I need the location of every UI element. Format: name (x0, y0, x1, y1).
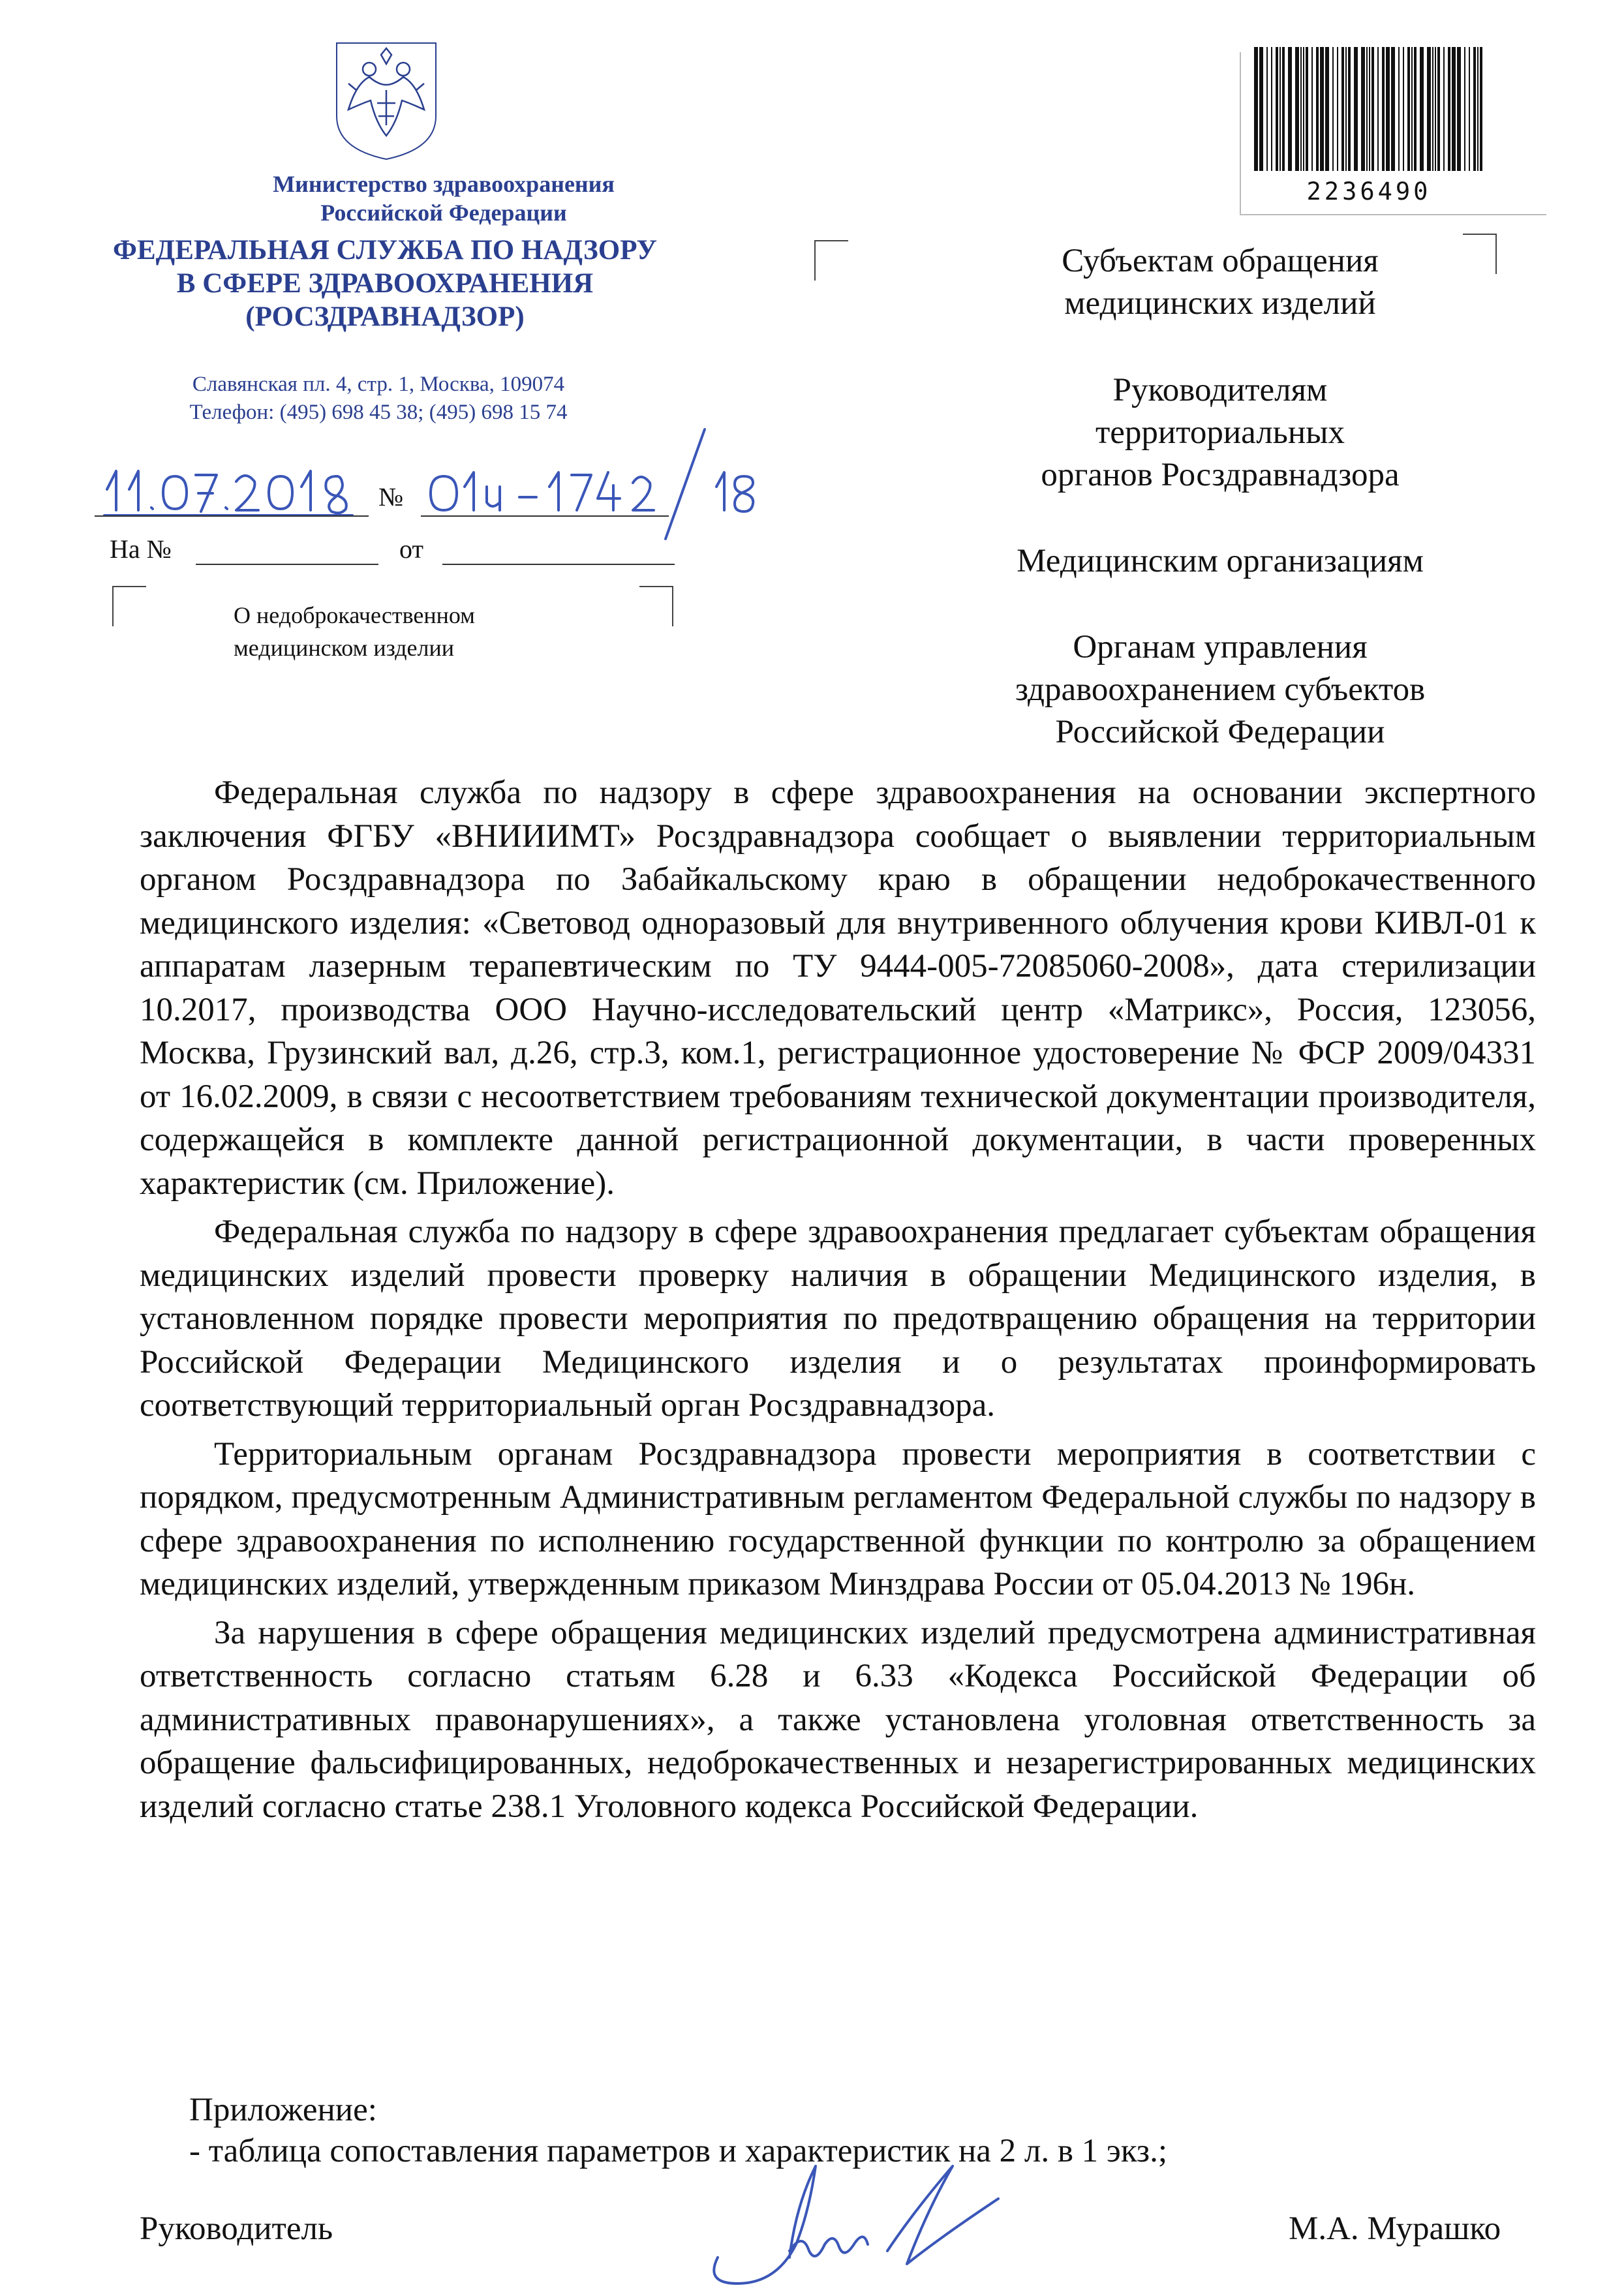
body-paragraph-4: За нарушения в сфере обращения медицинских изделий предусмотрена административная ответственность согласно статьям 6.28 и 6.33 «Кодекса Российской Федерации об административных правонарушениях», а также установлена уголовная ответственность за обращение фальсифицированных, недоброкачественных и незарегистрированных медицинских изделий согласно статье 238.1 Уголовного кодекса Российской Федерации. (140, 1614, 1536, 1825)
barcode-bar (1320, 47, 1324, 171)
subject-line-2: медицинском изделии (234, 635, 455, 661)
addressee-line: Медицинским организациям (1017, 543, 1424, 579)
barcode-bar (1464, 47, 1465, 171)
handwritten-registration-mark (91, 424, 770, 542)
service-line-2: В СФЕРЕ ЗДРАВООХРАНЕНИЯ (176, 268, 594, 299)
addressee-line: Руководителям (1112, 372, 1328, 408)
barcode-bar (1311, 47, 1313, 171)
reply-date-blank (442, 564, 675, 565)
barcode-bar (1300, 47, 1302, 171)
barcode-bar (1279, 47, 1281, 171)
ministry-line-2: Российской Федерации (320, 200, 567, 226)
barcode-bar (1348, 47, 1351, 171)
body-paragraph-3: Территориальным органам Росздравнадзора провести мероприятия в соответствии с порядком, предусмотренным Административным регламентом Федеральной службы по надзору в сфере здравоохранения по исполнению государственной функции по контролю за обращением медицинских изделий, утвержденным приказом Минздрава России от 05.04.2013 № 196н. (140, 1435, 1536, 1602)
barcode-bar (1414, 47, 1417, 171)
registration-number-underline (421, 515, 669, 517)
addressee-2 (894, 369, 1546, 497)
subject-line-1: О недоброкачественном (234, 602, 475, 628)
barcode-bar (1391, 47, 1395, 171)
address-line: Славянская пл. 4, стр. 1, Москва, 109074 (192, 373, 565, 396)
addressee-line: органов Росздравнадзора (1041, 457, 1400, 493)
barcode-bar (1435, 47, 1436, 171)
barcode-bar (1345, 47, 1347, 171)
barcode-bar (1377, 47, 1379, 171)
addressee-line: территориальных (1095, 414, 1345, 451)
barcode-bar (1443, 47, 1445, 171)
barcode-bar (1254, 47, 1258, 171)
addressee-line: Российской Федерации (1055, 714, 1385, 750)
barcode-bar (1303, 47, 1304, 171)
addressee-1 (894, 240, 1546, 325)
barcode-bar (1432, 47, 1433, 171)
barcode-bar (1452, 47, 1456, 171)
barcode-bar (1332, 47, 1334, 171)
barcode-bar (1480, 47, 1482, 171)
subject-corner-right (639, 586, 673, 626)
barcode-bar (1457, 47, 1461, 171)
barcode-bar (1420, 47, 1424, 171)
barcode-bar (1469, 47, 1470, 171)
signer-name: М.А. Мурашко (1289, 2210, 1501, 2247)
barcode-frame-left (1240, 52, 1241, 215)
barcode-bar (1282, 47, 1285, 171)
barcode-bar (1295, 47, 1299, 171)
barcode-bar (1477, 47, 1478, 171)
appendix-label: Приложение: (189, 2092, 377, 2128)
barcode-bar (1325, 47, 1329, 171)
barcode-bar (1382, 47, 1385, 171)
barcode-bar (1266, 47, 1268, 171)
service-name (91, 234, 679, 333)
subject-corner-left (112, 586, 146, 626)
barcode-bar (1398, 47, 1400, 171)
barcode-bar (1271, 47, 1272, 171)
barcode-bar (1341, 47, 1344, 171)
barcode-bar (1371, 47, 1374, 171)
barcode-bar (1427, 47, 1431, 171)
reply-date-label: от (399, 534, 423, 564)
barcode-frame-bottom (1241, 214, 1546, 215)
reply-number-blank (196, 564, 378, 565)
barcode-bar (1306, 47, 1308, 171)
barcode-bar (1448, 47, 1450, 171)
addressee-4 (894, 626, 1546, 754)
barcode-bar (1473, 47, 1476, 171)
barcode-bar (1437, 47, 1440, 171)
barcode-bar (1276, 47, 1278, 171)
appendix-item: - таблица сопоставления параметров и характеристик на 2 л. в 1 экз.; (189, 2133, 1167, 2169)
barcode-bar (1316, 47, 1319, 171)
barcode-bar (1407, 47, 1410, 171)
barcode-number: 2236490 (1306, 177, 1432, 206)
agency-address (130, 371, 626, 427)
body-paragraph-1: Федеральная служба по надзору в сфере здравоохранения на основании экспертного заключения ФГБУ «ВНИИИМТ» Росздравнадзора сообщает о выявлении территориальным органом Росздравнадзора по Забайкальскому краю в обращении недоброкачественного медицинского изделия: «Световод одноразовый для внутривенного облучения крови КИВЛ-01 к аппаратам лазерным терапевтическим по ТУ 9444-005-72085060-2008», дата стерилизации 10.2017, производства ООО Научно-исследовательский центр «Матрикс», Россия, 123056, Москва, Грузинский вал, д.26, стр.3, ком.1, регистрационное удостоверение № ФСР 2009/04331 от 16.02.2009, в связи с несоответствием требованиям технической документации производителя, содержащейся в комплекте данной регистрационной документации, в части проверенных характеристик (см. Приложение). (140, 774, 1536, 1202)
addressee-line: медицинских изделий (1064, 285, 1376, 322)
coat-of-arms-icon (330, 38, 442, 162)
barcode-bar (1337, 47, 1338, 171)
reply-number-label: На № (110, 534, 172, 564)
ministry-line-1: Министерство здравоохранения (273, 171, 615, 197)
barcode-bar (1411, 47, 1413, 171)
addressee-line: Органам управления (1073, 629, 1368, 665)
letter-body (140, 771, 1536, 1833)
barcode-bar (1354, 47, 1358, 171)
barcode-bar (1259, 47, 1263, 171)
phone-line: Телефон: (495) 698 45 38; (495) 698 15 74 (189, 401, 568, 424)
barcode-bar (1369, 47, 1370, 171)
signer-title: Руководитель (140, 2210, 333, 2247)
service-line-1: ФЕДЕРАЛЬНАЯ СЛУЖБА ПО НАДЗОРУ (113, 235, 657, 266)
letter-subject (234, 599, 638, 664)
barcode-bar (1403, 47, 1404, 171)
number-sign: № (378, 482, 404, 512)
handwritten-signature-icon (692, 2153, 1018, 2292)
body-paragraph-2: Федеральная служба по надзору в сфере здравоохранения предлагает субъектам обращения медицинских изделий провести проверку наличия в обращении Медицинского изделия, в установленном порядке провести мероприятия по предотвращению обращения на территории Российской Федерации Медицинского изделия и о результатах проинформировать соответствующий территориальный орган Росздравнадзора. (140, 1214, 1536, 1424)
addressee-corner-left (814, 240, 848, 281)
barcode-bar (1366, 47, 1368, 171)
addressee-line: Субъектам обращения (1062, 243, 1379, 279)
registration-date-underline (95, 515, 369, 517)
addressee-3 (894, 540, 1546, 583)
barcode-bar (1386, 47, 1390, 171)
service-line-3: (РОСЗДРАВНАДЗОР) (245, 301, 525, 332)
addressee-line: здравоохранением субъектов (1015, 671, 1426, 708)
ministry-name (130, 170, 757, 227)
barcode-bar (1288, 47, 1292, 171)
barcode-bar (1361, 47, 1365, 171)
